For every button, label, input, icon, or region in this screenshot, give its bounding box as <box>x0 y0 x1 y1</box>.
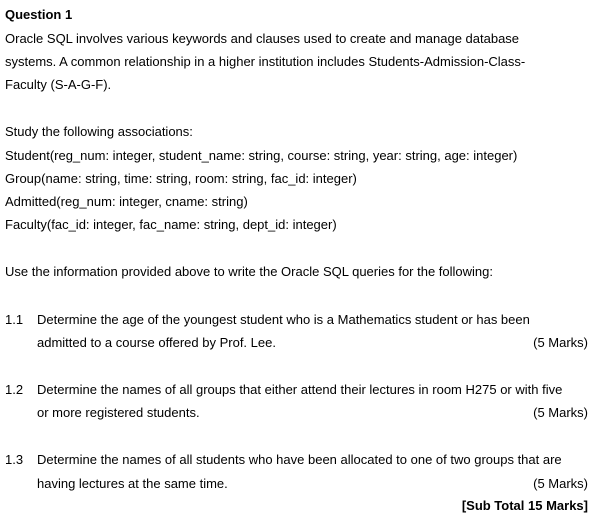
part-marks: (5 Marks) <box>533 405 588 420</box>
part-text-line: Determine the names of all students who have been allocated to one of two groups that are <box>37 452 562 467</box>
part-text-line: having lectures at the same time. <box>37 476 228 491</box>
part-text-line: Determine the age of the youngest student who is a Mathematics student or has been <box>37 312 530 327</box>
part-number: 1.2 <box>5 382 24 397</box>
part-text-line: admitted to a course offered by Prof. Lee. <box>37 335 276 350</box>
study-label: Study the following associations: <box>5 124 193 139</box>
subtotal-marks: [Sub Total 15 Marks] <box>461 498 588 513</box>
intro-line-2: systems. A common relationship in a higher institution includes Students-Admission-Class- <box>5 54 526 69</box>
intro-line-3: Faculty (S-A-G-F). <box>5 77 112 92</box>
part-number: 1.1 <box>5 312 24 327</box>
association-admitted: Admitted(reg_num: integer, cname: string) <box>5 194 248 209</box>
part-number: 1.3 <box>5 452 24 467</box>
association-group: Group(name: string, time: string, room: string, fac_id: integer) <box>5 171 357 186</box>
part-text-line: Determine the names of all groups that either attend their lectures in room H275 or with five <box>37 382 563 397</box>
association-student: Student(reg_num: integer, student_name: string, course: string, year: string, age: integer) <box>5 148 518 163</box>
association-faculty: Faculty(fac_id: integer, fac_name: string, dept_id: integer) <box>5 217 337 232</box>
question-title: Question 1 <box>5 7 73 22</box>
question-document <box>5 0 595 516</box>
intro-line-1: Oracle SQL involves various keywords and clauses used to create and manage database <box>5 31 520 46</box>
part-marks: (5 Marks) <box>533 476 588 491</box>
part-marks: (5 Marks) <box>533 335 588 350</box>
instruction-text: Use the information provided above to write the Oracle SQL queries for the following: <box>5 264 493 279</box>
part-text-line: or more registered students. <box>37 405 200 420</box>
